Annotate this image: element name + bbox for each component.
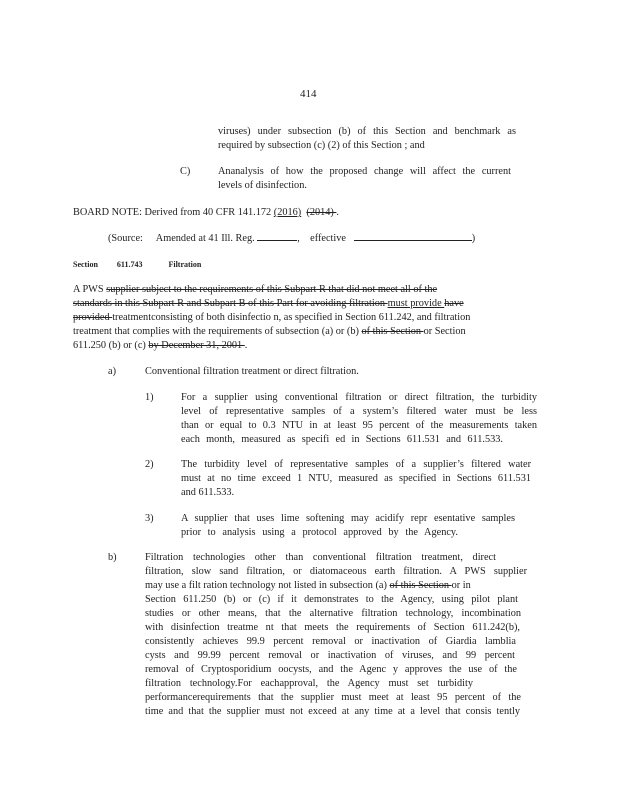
text-line: each month, measured as specifi ed in Sections 611.531 and 611.533. [181,434,503,445]
inserted-text: (2016) [273,207,302,218]
text-line: Section 611.250 (b) or (c) if it demonstrates to the Agency, using pilot plant [145,594,518,605]
text-line: Ananalysis of how the proposed change will affect the current [218,166,511,177]
deleted-text: (2014) [306,207,337,218]
text-line: The turbidity level of representative samples of a supplier’s filtered water [181,459,531,470]
text-line: For a supplier using conventional filtration or direct filtration, the turbidity [181,392,537,403]
text-line: Filtration technologies other than conventional filtration treatment, direct [145,552,496,563]
text-line: provided treatmentconsisting of both disinfectio n, as specified in Section 611.242, and filtration [73,312,471,323]
page-number: 414 [300,88,317,100]
text-line: consistently achieves 99.9 percent removal or inactivation of Giardia lamblia [145,636,516,647]
text-line: levels of disinfection. [218,180,307,191]
text-line [73,297,464,310]
text-line: required by subsection (c) (2) of this Section ; and [218,140,425,151]
section-label: Section [73,260,98,269]
deleted-text: of this Section [361,326,424,337]
board-note-end: . [336,207,339,218]
section-number: 611.743 [116,260,143,269]
deleted-text: have [444,298,464,309]
item-label: a) [108,366,116,377]
text-line: A PWS supplier subject to the requirements of this Subpart R that did not meet all of the [73,284,438,295]
item-label: b) [108,552,117,563]
source-close: ) [471,233,476,244]
text-line: prior to analysis using a protocol approved by the Agency. [181,527,458,538]
text-line: level of representative samples of a system’s filtered water must be less [181,406,537,417]
deleted-text: provided [73,312,113,323]
text-line: than or equal to 0.3 NTU in at least 95 percent of the measurements taken [181,420,537,431]
text-line: filtration technology.For eachapproval, the Agency must set turbidity [145,678,473,689]
item-label: C) [180,166,191,177]
effective-blank [354,231,472,241]
text-line: removal of Cryptosporidium oocysts, and the Agenc y approves the use of the [145,664,517,675]
inserted-text: must provide [387,298,445,309]
text-line: and 611.533. [181,487,235,498]
reg-blank [257,231,297,241]
text-line: with disinfection treatme nt that meets the requirements of Section 611.242(b), [145,622,520,633]
source-effective: effective [310,233,346,244]
text-line: A supplier that uses lime softening may acidify repr esentative samples [181,513,515,524]
section-title: Filtration [168,260,202,269]
source-amended: Amended at 41 Ill. Reg. [155,233,255,244]
item-label: 1) [145,392,154,403]
text-line: 611.250 (b) or (c) by December 31, 2001 . [73,340,248,351]
text-line: performancerequirements that the supplier must meet at least 95 percent of the [145,692,521,703]
text-line: treatment that complies with the requirements of subsection (a) or (b) of this Section or Section [73,326,466,337]
text-line: viruses) under subsection (b) of this Section and benchmark as [218,126,516,137]
deleted-text: supplier subject to the requirements of this Subpart R that did not meet all of the [106,284,438,295]
item-label: 3) [145,513,154,524]
board-note [73,206,339,219]
text-line: Conventional filtration treatment or direct filtration. [145,366,359,377]
text-line: filtration, slow sand filtration, or diatomaceous earth filtration. A PWS supplier [145,566,527,577]
text-line: cysts and 99.99 percent removal or inactivation of viruses, and 99 percent [145,650,515,661]
text-line: time and that the supplier must not exceed at any time at a level that consis tently [145,706,520,717]
deleted-text: by December 31, 2001 [148,340,245,351]
item-label: 2) [145,459,154,470]
deleted-text: of this Section [389,580,452,591]
text-line: studies or other means, that the alternative filtration technology, incombination [145,608,521,619]
deleted-text: standards in this Subpart R and Subpart B of this Part for avoiding filtration [73,298,388,309]
source-open: (Source: [108,233,143,244]
text-line: may use a filt ration technology not listed in subsection (a) of this Section or in [145,580,471,591]
board-note-text: BOARD NOTE: Derived from 40 CFR 141.172 [73,207,274,218]
text-line: must at no time exceed 1 NTU, measured as specified in Sections 611.531 [181,473,531,484]
section-heading [73,258,201,271]
source-note: (Source: Amended at 41 Ill. Reg. , effective ) [108,233,476,244]
